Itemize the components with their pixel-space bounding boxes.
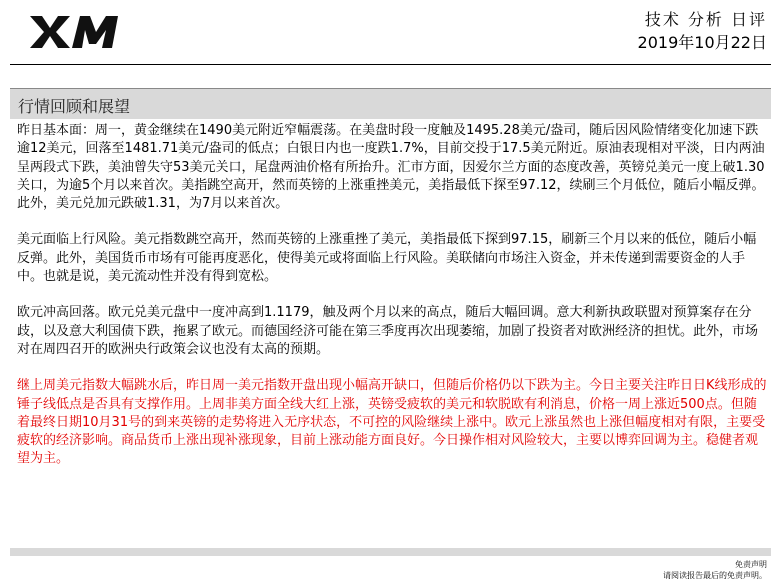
section-header-bar [10,88,771,119]
report-date: 2019年10月22日 [637,33,767,52]
paragraph-fundamentals: 昨日基本面：周一，黄金继续在1490美元附近窄幅震荡。在美盘时段一度触及1495.28美元/盎司，随后因风险情绪变化加速下跌逾12美元，回落至1481.71美元/盎司的低点；白银日内也一度跌1.7%，目前交投于17.5美元附近。原油表现相对平淡，日内两油呈两段式下跌，美油曾失守53美元关口，尾盘两油价格有所抬升。汇市方面，因爱尔兰方面的态度改善，英镑兑美元一度上破1.30关口，为逾5个月以来首次。美指跳空高开，然而英镑的上涨重挫美元，美指最低下探至97.12，续刷三个月低位，随后小幅反弹。此外，美元兑加元跌破1.31，为7月以来首次。 [17,123,765,212]
report-body [17,122,769,487]
report-type-title: 技术 分析 日评 [644,10,767,29]
footer-bar [10,548,771,556]
header-divider [10,64,771,65]
paragraph-outlook: 继上周美元指数大幅跳水后，昨日周一美元指数开盘出现小幅高开缺口，但随后价格仍以下跌为主。今日主要关注昨日日K线形成的锤子线低点是否具有支撑作用。上周非美方面全线大红上涨，英镑受疲软的美元和软脱欧有利消息，价格一周上涨近500点。但随着最终日期10月31号的到来英镑的走势将进入无序状态，不可控的风险继续上涨中。欧元上涨虽然也上涨但幅度相对有限，主要受疲软的经济影响。商品货币上涨出现补涨现象，目前上涨动能方面良好。今日操作相对风险较大，主要以博弈回调为主。稳健者观望为主。 [17,378,767,467]
paragraph-eur: 欧元冲高回落。欧元兑美元盘中一度冲高到1.1179，触及两个月以来的高点，随后大幅回调。意大利新执政联盟对预算案存在分歧，以及意大利国债下跌，拖累了欧元。而德国经济可能在第三季度再次出现萎缩，加剧了投资者对欧洲经济的担忧。此外，市场对在周四召开的欧洲央行政策会议也没有太高的预期。 [17,305,759,357]
disclaimer-note [663,559,767,581]
xm-logo [28,12,128,52]
disclaimer-title: 免责声明 [735,560,767,569]
section-title: 行情回顾和展望 [18,97,131,116]
paragraph-usd: 美元面临上行风险。美元指数跳空高开，然而英镑的上涨重挫了美元，美指最低下探到97.15，刷新三个月以来的低位，随后小幅反弹。此外，美国货币市场有可能再度恶化，使得美元或将面临上行风险。美联储向市场注入资金，并未传递到需要资金的人手中。也就是说，美元流动性并没有得到宽松。 [17,232,757,285]
disclaimer-text: 请阅读报告最后的免责声明。 [663,571,767,580]
